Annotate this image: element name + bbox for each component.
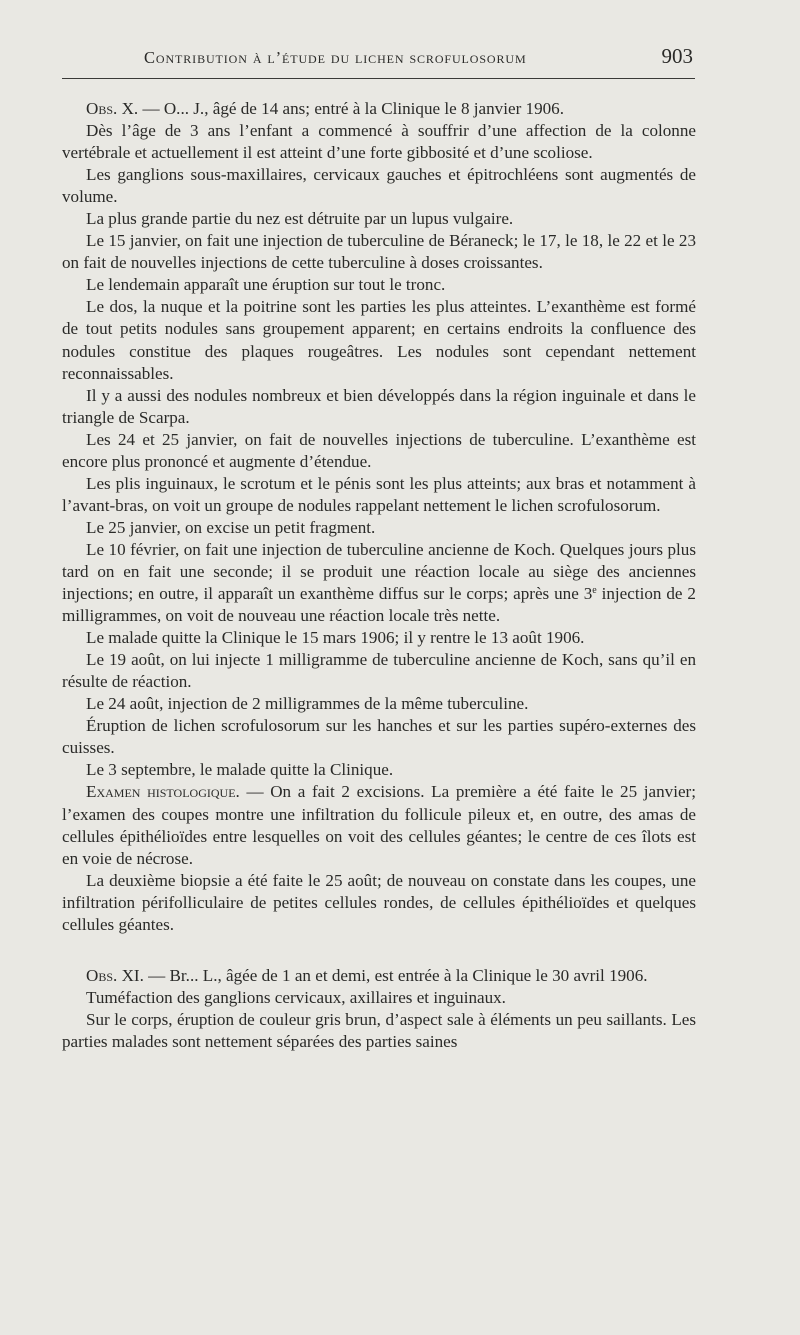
february-text-end: injection de 2 milligrammes, on voit de nouveau une réaction locale très nette. [62,584,696,626]
paragraph: Le 3 septembre, le malade quitte la Clinique. [86,760,394,780]
february-text: Le 10 février, on fait une injection de tuberculine ancienne de Koch. Quelques jours plus tard on en fait une seconde; il se produit une réaction locale au siège des anciennes injections; en outre, il apparaît un exanthème diffus sur le corps; après une 3 [62,539,696,604]
histology-label: Examen histologique. [86,782,240,802]
observation-11-intro: — Br... L., âgée de 1 an et demi, est entrée à la Clinique le 30 avril 1906. [143,965,648,985]
paragraph-february [62,539,696,627]
page-body [62,98,696,1053]
page-header [62,44,695,79]
observation-11-label: Obs. XI. [86,965,144,985]
paragraph: Il y a aussi des nodules nombreux et bien développés dans la région inguinale et dans le triangle de Scarpa. [62,385,696,427]
observation-10-intro: — O... J., âgé de 14 ans; entré à la Clinique le 8 janvier 1906. [138,99,564,118]
paragraph: Le 19 août, on lui injecte 1 milligramme de tuberculine ancienne de Koch, sans qu’il en résulte de réaction. [62,650,696,692]
paragraph: Le malade quitte la Clinique le 15 mars 1906; il y rentre le 13 août 1906. [86,628,585,648]
paragraph: Le lendemain apparaît une éruption sur tout le tronc. [86,275,446,295]
section-gap [62,936,696,965]
running-title: Contribution à l’étude du lichen scrofulosorum [144,48,527,67]
paragraph: Les ganglions sous-maxillaires, cervicaux gauches et épitrochléens sont augmentés de volume. [62,165,696,207]
paragraph: Le 24 août, injection de 2 milligrammes de la même tuberculine. [86,694,529,714]
paragraph: La deuxième biopsie a été faite le 25 août; de nouveau on constate dans les coupes, une infiltration périfolliculaire de petites cellules rondes, de cellules épithélioïdes et quelques cellules géantes. [62,870,696,934]
paragraph: Les 24 et 25 janvier, on fait de nouvelles injections de tuberculine. L’exanthème est encore plus prononcé et augmente d’étendue. [62,429,696,471]
observation-11-heading [62,965,696,987]
paragraph: Sur le corps, éruption de couleur gris brun, d’aspect sale à éléments un peu saillants. Les parties malades sont nettement séparées des parties saines [62,1009,696,1051]
paragraph: Dès l’âge de 3 ans l’enfant a commencé à souffrir d’une affection de la colonne vertébrale et actuellement il est atteint d’une forte gibbosité et d’une scoliose. [62,121,696,163]
observation-10-heading [62,98,696,120]
page-number: 903 [661,44,693,68]
paragraph: Le dos, la nuque et la poitrine sont les parties les plus atteintes. L’exanthème est formé de tout petits nodules sans groupement apparent; en certains endroits la confluence des nodules constitue des plaques rougeâtres. Les nodules sont cependant nettement reconnaissables. [62,297,696,383]
paragraph: Le 15 janvier, on fait une injection de tuberculine de Béraneck; le 17, le 18, le 22 et le 23 on fait de nouvelles injections de cette tuberculine à doses croissantes. [62,231,696,273]
paragraph: La plus grande partie du nez est détruite par un lupus vulgaire. [86,209,514,229]
histology-text: — On a fait 2 excisions. La première a été faite le 25 janvier; l’examen des coupes montre une infiltration du follicule pileux et, en outre, des amas de cellules épithélioïdes entre lesquelles on voit des cellules géantes; le centre de ces îlots est en voie de nécrose. [62,782,696,868]
paragraph: Le 25 janvier, on excise un petit fragment. [86,517,376,537]
paragraph: Tuméfaction des ganglions cervicaux, axillaires et inguinaux. [86,987,506,1007]
observation-10-label: Obs. X. [86,99,139,118]
paragraph: Éruption de lichen scrofulosorum sur les hanches et sur les parties supéro-externes des cuisses. [62,716,696,758]
histology-paragraph [62,781,696,869]
paragraph: Les plis inguinaux, le scrotum et le pénis sont les plus atteints; aux bras et notamment à l’avant-bras, on voit un groupe de nodules rappelant nettement le lichen scrofulosorum. [62,473,696,515]
ordinal-superscript: e [592,585,597,597]
